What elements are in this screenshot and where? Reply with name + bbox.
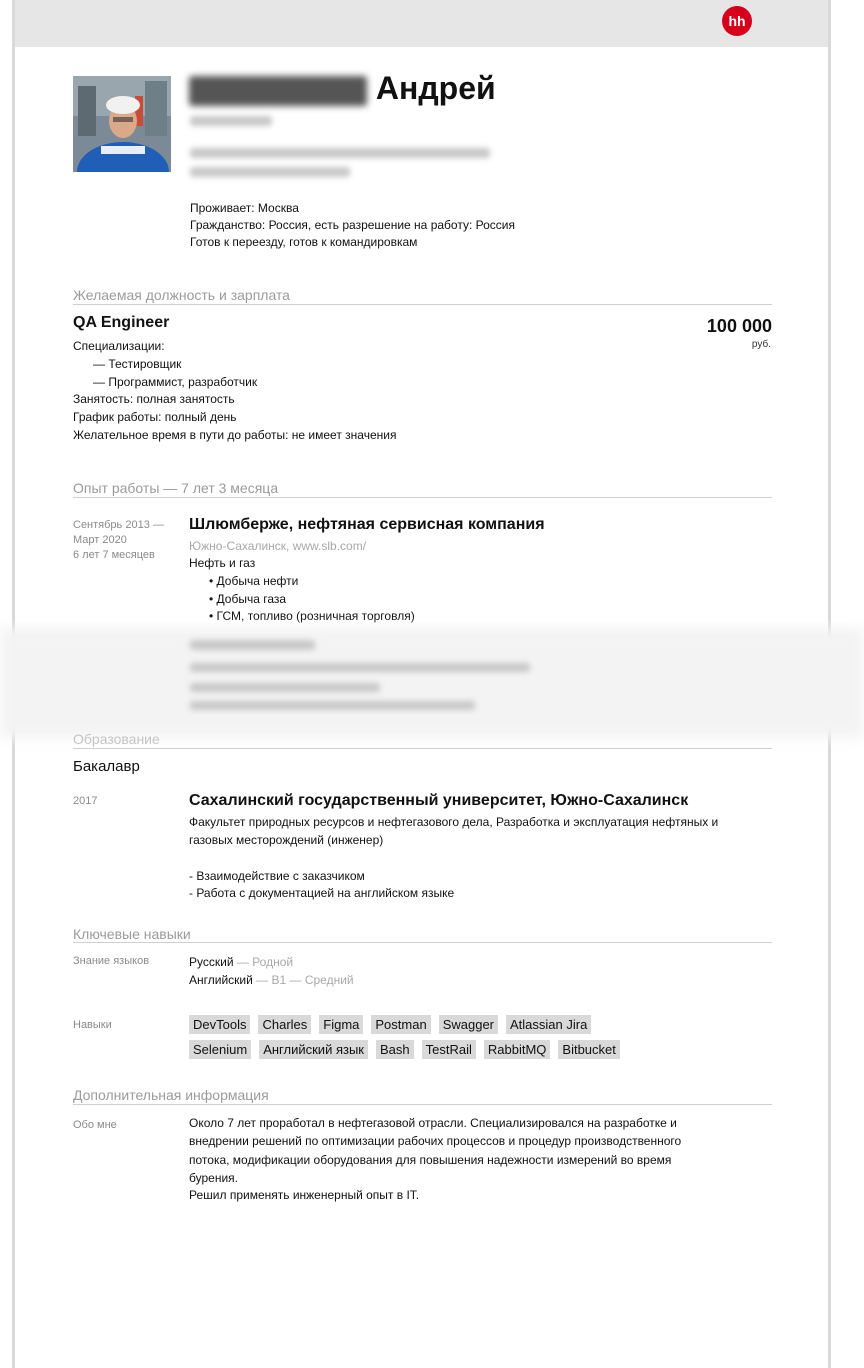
- blurred-contact-email: [190, 167, 350, 177]
- citizenship-text: Гражданство: Россия, есть разрешение на работу: Россия: [190, 218, 515, 232]
- language-item: [189, 972, 354, 990]
- industry-item: • Добыча газа: [209, 592, 287, 606]
- salary-amount: 100 000: [706, 316, 772, 336]
- skill-tag: Postman: [371, 1015, 430, 1034]
- about-line: Около 7 лет проработал в нефтегазовой отрасли. Специализировался на разработке и: [189, 1116, 677, 1130]
- profile-photo-image: [73, 76, 171, 172]
- blurred-job-position: [190, 640, 315, 650]
- language-name: Английский: [189, 973, 253, 987]
- job-duration: 6 лет 7 месяцев: [73, 549, 155, 561]
- section-divider: [73, 497, 772, 498]
- section-divider: [73, 748, 772, 749]
- about-line: Решил применять инженерный опыт в IT.: [189, 1188, 420, 1202]
- job-location: Южно-Сахалинск, www.slb.com/: [189, 539, 367, 553]
- salary-currency: руб.: [751, 339, 771, 350]
- specialization-item: — Тестировщик: [93, 357, 182, 371]
- header-bar: [15, 0, 828, 47]
- skill-tag: RabbitMQ: [484, 1040, 551, 1059]
- industry-item: • ГСМ, топливо (розничная торговля): [209, 609, 415, 623]
- section-divider: [73, 1104, 772, 1105]
- skills-label: Навыки: [73, 1019, 112, 1031]
- education-level: Бакалавр: [73, 758, 140, 775]
- schedule-text: График работы: полный день: [73, 410, 237, 424]
- specializations-label: Специализации:: [73, 339, 165, 353]
- blurred-overlay-band: [0, 628, 864, 738]
- blurred-job-description: [190, 701, 475, 710]
- skills-list: [189, 1040, 769, 1066]
- blurred-age: [190, 116, 272, 126]
- section-title-additional: Дополнительная информация: [73, 1087, 269, 1103]
- languages-label: Знание языков: [73, 955, 150, 967]
- profile-photo: [73, 76, 171, 172]
- employment-text: Занятость: полная занятость: [73, 392, 235, 406]
- section-title-experience: Опыт работы — 7 лет 3 месяца: [73, 480, 279, 496]
- section-title-education: Образование: [73, 731, 160, 747]
- skill-tag: Английский язык: [259, 1040, 368, 1059]
- blurred-job-description: [190, 683, 380, 692]
- commute-text: Желательное время в пути до работы: не имеет значения: [73, 428, 397, 442]
- skill-tag: Figma: [319, 1015, 363, 1034]
- location-text: Проживает: Москва: [190, 201, 299, 215]
- about-line: внедрении решений по оптимизации рабочих процессов и процедур производственного: [189, 1134, 682, 1148]
- education-faculty: Факультет природных ресурсов и нефтегазового дела, Разработка и эксплуатация нефтяных и: [189, 815, 719, 829]
- desired-position-title: QA Engineer: [73, 314, 170, 331]
- first-name: Андрей: [375, 70, 496, 106]
- job-period-start: Сентябрь 2013 —: [73, 519, 164, 531]
- relocation-text: Готов к переезду, готов к командировкам: [190, 235, 418, 249]
- section-divider: [73, 942, 772, 943]
- section-title-skills: Ключевые навыки: [73, 926, 191, 942]
- language-name: Русский: [189, 955, 234, 969]
- industry-item: • Добыча нефти: [209, 574, 299, 588]
- blurred-contact-phone: [190, 148, 490, 158]
- education-faculty: газовых месторождений (инженер): [189, 833, 384, 847]
- skill-tag: Charles: [258, 1015, 311, 1034]
- education-note: - Взаимодействие с заказчиком: [189, 869, 365, 883]
- about-line: потока, модификации оборудования для повышения надежности измерений во время: [189, 1153, 672, 1167]
- skill-tag: Swagger: [439, 1015, 498, 1034]
- skill-tag: Bash: [376, 1040, 414, 1059]
- hh-logo[interactable]: hh: [722, 6, 752, 36]
- education-year: 2017: [73, 795, 98, 807]
- about-line: бурения.: [189, 1171, 238, 1185]
- language-level: — B1 — Средний: [252, 973, 354, 987]
- section-divider: [73, 304, 772, 305]
- surname-blurred: [189, 76, 367, 106]
- candidate-name: [189, 70, 496, 107]
- skill-tag: Atlassian Jira: [506, 1015, 591, 1034]
- about-label: Обо мне: [73, 1119, 117, 1131]
- job-industry: Нефть и газ: [189, 556, 256, 570]
- section-title-position: Желаемая должность и зарплата: [73, 287, 290, 303]
- job-period-end: Март 2020: [73, 534, 127, 546]
- skill-tag: Bitbucket: [558, 1040, 619, 1059]
- language-level: — Родной: [233, 955, 294, 969]
- skills-list: [189, 1015, 769, 1041]
- education-note: - Работа с документацией на английском языке: [189, 886, 455, 900]
- skill-tag: Selenium: [189, 1040, 251, 1059]
- blurred-job-description: [190, 663, 530, 672]
- language-item: [189, 954, 293, 972]
- skill-tag: TestRail: [422, 1040, 476, 1059]
- specialization-item: — Программист, разработчик: [93, 375, 258, 389]
- job-company: Шлюмберже, нефтяная сервисная компания: [189, 516, 545, 533]
- education-institution: Сахалинский государственный университет, Южно-Сахалинск: [189, 792, 689, 809]
- skill-tag: DevTools: [189, 1015, 250, 1034]
